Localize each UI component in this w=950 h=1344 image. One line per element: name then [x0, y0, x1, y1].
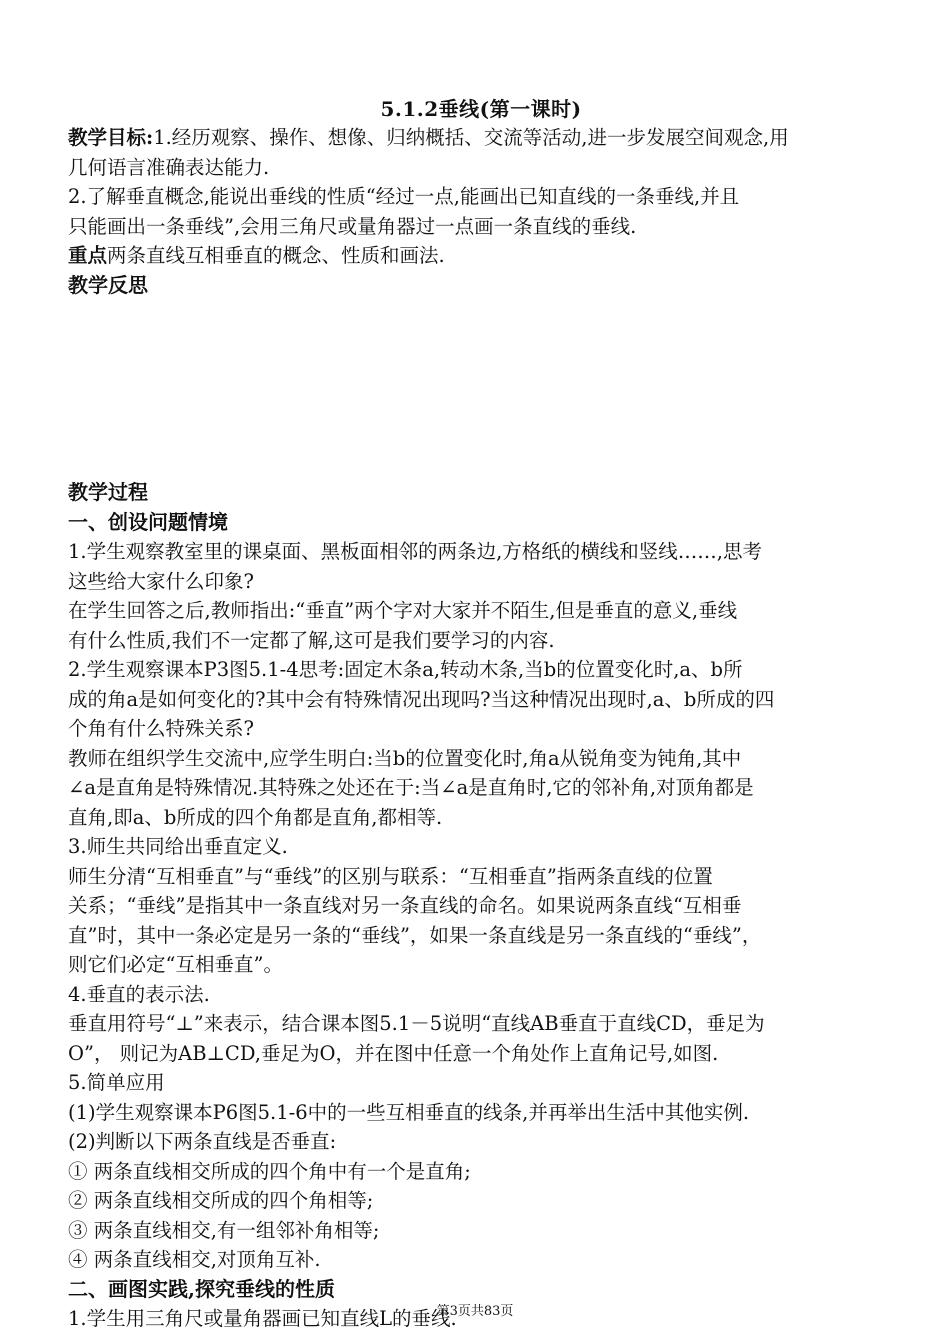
section1-line: ④ 两条直线相交,对顶角互补. [68, 1248, 321, 1271]
section1-body [68, 537, 894, 1275]
key-points-label: 重点 [68, 244, 108, 267]
section1-line: 4.垂直的表示法. [68, 982, 210, 1006]
reflection-heading: 教学反思 [68, 272, 148, 297]
section1-line: ② 两条直线相交所成的四个角相等; [68, 1189, 374, 1212]
section1-line: 5.简单应用 [68, 1071, 165, 1094]
section1-line: 在学生回答之后,教师指出:“垂直”两个字对大家并不陌生,但是垂直的意义,垂线 [68, 599, 738, 622]
section1-line: 教师在组织学生交流中,应学生明白:当b的位置变化时,角a从锐角变为钝角,其中 [68, 746, 742, 770]
section1-line: 师生分清“互相垂直”与“垂线”的区别与联系：“互相垂直”指两条直线的位置 [68, 864, 713, 888]
section1-line: (1)学生观察课本P6图5.1-6中的一些互相垂直的线条,并再举出生活中其他实例. [68, 1100, 750, 1124]
objectives-text-1: 1.经历观察、操作、想像、归纳概括、交流等活动,进一步发展空间观念,用 [153, 126, 789, 149]
section1-line: 1.学生观察教室里的课桌面、黑板面相邻的两条边,方格纸的横线和竖线……,思考 [68, 540, 763, 563]
section2-line: 1.学生用三角尺或量角器画已知直线L的垂线. [68, 1307, 457, 1330]
section1-line: 成的角a是如何变化的?其中会有特殊情况出现吗?当这种情况出现时,a、b所成的四 [68, 687, 775, 711]
process-heading: 教学过程 [68, 480, 148, 504]
objectives-label: 教学目标: [68, 126, 154, 149]
section1-line: ① 两条直线相交所成的四个角中有一个是直角; [68, 1159, 471, 1183]
section1-line: O”， 则记为AB⊥CD,垂足为O，并在图中任意一个角处作上直角记号,如图. [68, 1041, 719, 1065]
section1-line: 则它们必定“互相垂直”。 [68, 953, 283, 976]
objectives-line-3: 2.了解垂直概念,能说出垂线的性质“经过一点,能画出已知直线的一条垂线,并且 [68, 185, 740, 208]
document-page [68, 95, 894, 1334]
section1-line: ③ 两条直线相交,有一组邻补角相等; [68, 1218, 380, 1242]
section2-heading: 二、画图实践,探究垂线的性质 [68, 1276, 335, 1301]
document-title: 5.1.2垂线(第一课时) [380, 97, 582, 121]
section1-line: ∠a是直角是特殊情况.其特殊之处还在于:当∠a是直角时,它的邻补角,对顶角都是 [68, 776, 754, 799]
objectives-line-4: 只能画出一条垂线”,会用三角尺或量角器过一点画一条直线的垂线. [68, 214, 637, 238]
key-points-text: 两条直线互相垂直的概念、性质和画法. [107, 244, 445, 267]
section1-line: (2)判断以下两条直线是否垂直: [68, 1130, 337, 1153]
section1-line: 直”时，其中一条必定是另一条的“垂线”，如果一条直线是另一条直线的“垂线”， [68, 923, 762, 947]
section1-line: 2.学生观察课本P3图5.1-4思考:固定木条a,转动木条,当b的位置变化时,a、b所 [68, 658, 743, 681]
objectives-line-1 [68, 123, 894, 153]
section1-line: 直角,即a、b所成的四个角都是直角,都相等. [68, 805, 443, 829]
section1-heading: 一、创设问题情境 [68, 509, 228, 534]
page-footer: 第3页共83页 [436, 1304, 514, 1319]
key-points-line [68, 241, 894, 271]
section1-line: 有什么性质,我们不一定都了解,这可是我们要学习的内容. [68, 628, 555, 652]
section1-line: 这些给大家什么印象? [68, 569, 254, 593]
reflection-blank-space [68, 300, 894, 478]
section1-line: 3.师生共同给出垂直定义. [68, 835, 288, 858]
objectives-line-2: 几何语言准确表达能力. [68, 155, 270, 179]
section1-line: 个角有什么特殊关系? [68, 717, 254, 740]
section1-line: 关系；“垂线”是指其中一条直线对另一条直线的命名。如果说两条直线“互相垂 [68, 894, 742, 917]
section1-line: 垂直用符号“⊥”来表示，结合课本图5.1－5说明“直线AB垂直于直线CD，垂足为 [68, 1012, 765, 1035]
